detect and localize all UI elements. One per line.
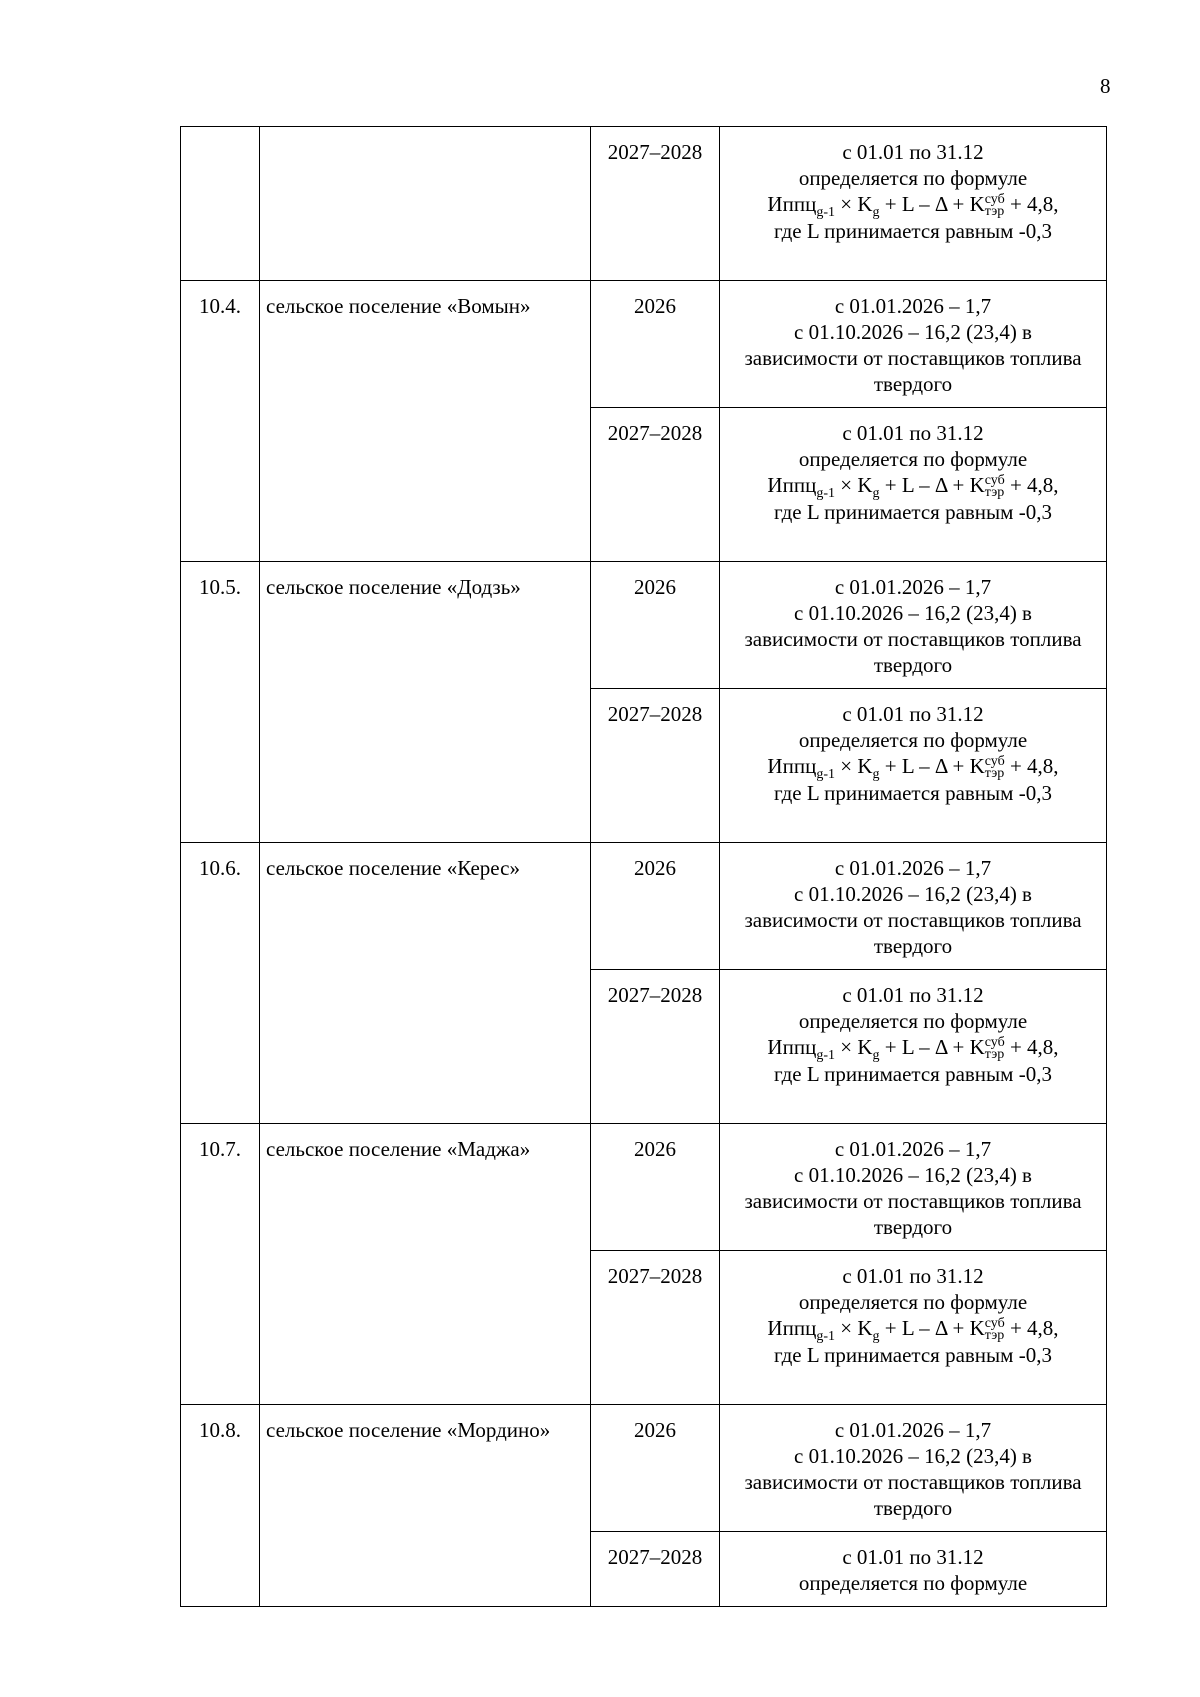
value-line: зависимости от поставщиков топлива — [744, 627, 1082, 651]
l-value-text: где L принимается равным -0,3 — [774, 1062, 1052, 1087]
value-line: зависимости от поставщиков топлива — [744, 1470, 1082, 1494]
formula-caption: определяется по формуле — [798, 1290, 1028, 1314]
formula — [726, 1034, 1100, 1064]
value-line: твердого — [873, 372, 953, 396]
row-number: 10.5. — [199, 575, 241, 599]
period-cell — [591, 1405, 720, 1532]
value-line: твердого — [873, 653, 953, 677]
formula-times: × — [840, 473, 853, 497]
settlement-name-cell — [260, 562, 591, 843]
settlement-name-cell — [260, 1124, 591, 1405]
settlement-name-cell — [260, 843, 591, 1124]
settlement-name: сельское поселение «Керес» — [266, 856, 520, 880]
row-number: 10.7. — [199, 1137, 241, 1161]
formula-times: × — [840, 754, 853, 778]
formula-k: K — [857, 192, 873, 216]
formula-base: Иппц — [767, 754, 817, 778]
formula-k: K — [857, 1316, 873, 1340]
value-cell — [720, 562, 1107, 689]
l-value-text: где L принимается равным -0,3 — [774, 219, 1052, 244]
formula — [726, 191, 1100, 221]
value-line: твердого — [873, 1215, 953, 1239]
period: 2027–2028 — [607, 1264, 703, 1288]
value-line: с 01.01.2026 – 1,7 — [834, 1418, 992, 1442]
formula-k2-sub: тэр — [984, 1047, 1005, 1063]
row-number: 10.8. — [199, 1418, 241, 1442]
range-text: с 01.01 по 31.12 — [842, 421, 984, 445]
formula — [726, 753, 1100, 783]
period-cell — [591, 843, 720, 970]
settlement-name: сельское поселение «Вомын» — [266, 294, 531, 318]
row-number-cell — [181, 1405, 260, 1607]
formula-base: Иппц — [767, 1035, 817, 1059]
value-cell — [720, 689, 1107, 843]
formula-k2-sup: суб — [984, 754, 1005, 770]
row-number-cell — [181, 843, 260, 1124]
settlement-name-cell — [260, 127, 591, 281]
settlement-name: сельское поселение «Додзь» — [266, 575, 521, 599]
settlement-name: сельское поселение «Мордино» — [266, 1418, 551, 1442]
range-text: с 01.01 по 31.12 — [842, 1545, 984, 1569]
l-value-text: где L принимается равным -0,3 — [774, 781, 1052, 806]
value-cell — [720, 843, 1107, 970]
formula-tail: + 4,8, — [1009, 1316, 1059, 1340]
period: 2027–2028 — [607, 1545, 703, 1569]
value-line: с 01.01.2026 – 1,7 — [834, 1137, 992, 1161]
value-line: твердого — [873, 934, 953, 958]
period-cell — [591, 281, 720, 408]
formula-caption: определяется по формуле — [798, 728, 1028, 752]
row-number-cell — [181, 281, 260, 562]
tariff-table — [180, 126, 1107, 1607]
formula-k: K — [857, 754, 873, 778]
settlement-name: сельское поселение «Маджа» — [266, 1137, 531, 1161]
period-cell — [591, 408, 720, 562]
value-line: с 01.10.2026 – 16,2 (23,4) в — [794, 882, 1032, 906]
formula-k2-sub: тэр — [984, 485, 1005, 501]
value-cell — [720, 408, 1107, 562]
value-line: с 01.01.2026 – 1,7 — [834, 294, 992, 318]
formula-caption: определяется по формуле — [798, 1571, 1028, 1595]
formula-base-sub: g-1 — [816, 767, 835, 783]
formula-k2-sup: суб — [984, 1035, 1005, 1051]
formula-base-sub: g-1 — [816, 205, 835, 221]
page-number: 8 — [1100, 74, 1111, 98]
row-number: 10.6. — [199, 856, 241, 880]
period-cell — [591, 127, 720, 281]
value-line: с 01.10.2026 – 16,2 (23,4) в — [794, 1444, 1032, 1468]
period-cell — [591, 1124, 720, 1251]
formula-k2-sub: тэр — [984, 204, 1005, 220]
formula-base: Иппц — [767, 1316, 817, 1340]
period: 2026 — [634, 575, 676, 599]
formula-times: × — [840, 1316, 853, 1340]
value-line: с 01.10.2026 – 16,2 (23,4) в — [794, 320, 1032, 344]
formula-k-sub: g — [872, 205, 880, 221]
l-value-text: где L принимается равным -0,3 — [774, 500, 1052, 525]
settlement-name-cell — [260, 281, 591, 562]
value-cell — [720, 1405, 1107, 1532]
period: 2027–2028 — [607, 983, 703, 1007]
period-cell — [591, 1532, 720, 1607]
value-line: с 01.10.2026 – 16,2 (23,4) в — [794, 601, 1032, 625]
range-text: с 01.01 по 31.12 — [842, 983, 984, 1007]
period: 2026 — [634, 1418, 676, 1442]
row-number: 10.4. — [199, 294, 241, 318]
formula-k: K — [857, 1035, 873, 1059]
formula — [726, 1315, 1100, 1345]
formula-k-sub: g — [872, 1048, 880, 1064]
formula-tail: + 4,8, — [1009, 473, 1059, 497]
settlement-name-cell — [260, 1405, 591, 1607]
formula-k-sub: g — [872, 486, 880, 502]
formula-k: K — [857, 473, 873, 497]
value-cell — [720, 1251, 1107, 1405]
value-cell — [720, 1532, 1107, 1607]
period-cell — [591, 689, 720, 843]
formula-base: Иппц — [767, 192, 817, 216]
value-cell — [720, 127, 1107, 281]
period: 2026 — [634, 1137, 676, 1161]
value-line: зависимости от поставщиков топлива — [744, 908, 1082, 932]
table-row — [181, 281, 1107, 408]
formula-k-sub: g — [872, 1329, 880, 1345]
period: 2026 — [634, 294, 676, 318]
period-cell — [591, 562, 720, 689]
formula-mid: + L – Δ + K — [884, 192, 985, 216]
formula-base-sub: g-1 — [816, 1329, 835, 1345]
value-cell — [720, 281, 1107, 408]
l-value-text: где L принимается равным -0,3 — [774, 1343, 1052, 1368]
row-number-cell — [181, 562, 260, 843]
formula-tail: + 4,8, — [1009, 1035, 1059, 1059]
value-cell — [720, 1124, 1107, 1251]
formula-mid: + L – Δ + K — [884, 754, 985, 778]
formula-k2-sub: тэр — [984, 766, 1005, 782]
formula-k2-sup: суб — [984, 1316, 1005, 1332]
formula-base-sub: g-1 — [816, 486, 835, 502]
table-row — [181, 843, 1107, 970]
formula-mid: + L – Δ + K — [884, 1035, 985, 1059]
formula-caption: определяется по формуле — [798, 447, 1028, 471]
period: 2027–2028 — [607, 421, 703, 445]
period: 2027–2028 — [607, 140, 703, 164]
range-text: с 01.01 по 31.12 — [842, 140, 984, 164]
period-cell — [591, 970, 720, 1124]
formula-base-sub: g-1 — [816, 1048, 835, 1064]
value-line: зависимости от поставщиков топлива — [744, 346, 1082, 370]
formula-k-sub: g — [872, 767, 880, 783]
period-cell — [591, 1251, 720, 1405]
value-line: зависимости от поставщиков топлива — [744, 1189, 1082, 1213]
formula-mid: + L – Δ + K — [884, 473, 985, 497]
table-row — [181, 1124, 1107, 1251]
formula-base: Иппц — [767, 473, 817, 497]
formula-caption: определяется по формуле — [798, 166, 1028, 190]
value-line: с 01.01.2026 – 1,7 — [834, 575, 992, 599]
range-text: с 01.01 по 31.12 — [842, 1264, 984, 1288]
row-number-cell — [181, 127, 260, 281]
range-text: с 01.01 по 31.12 — [842, 702, 984, 726]
formula-caption: определяется по формуле — [798, 1009, 1028, 1033]
formula-k2-sup: суб — [984, 192, 1005, 208]
row-number-cell — [181, 1124, 260, 1405]
value-line: с 01.10.2026 – 16,2 (23,4) в — [794, 1163, 1032, 1187]
table-row-continuation — [181, 127, 1107, 281]
period: 2027–2028 — [607, 702, 703, 726]
period: 2026 — [634, 856, 676, 880]
formula-mid: + L – Δ + K — [884, 1316, 985, 1340]
formula-k2-sub: тэр — [984, 1328, 1005, 1344]
value-cell — [720, 970, 1107, 1124]
formula-k2-sup: суб — [984, 473, 1005, 489]
table-row — [181, 1405, 1107, 1532]
table-row — [181, 562, 1107, 689]
formula — [726, 472, 1100, 502]
value-line: твердого — [873, 1496, 953, 1520]
formula-times: × — [840, 192, 853, 216]
formula-tail: + 4,8, — [1009, 754, 1059, 778]
formula-times: × — [840, 1035, 853, 1059]
formula-tail: + 4,8, — [1009, 192, 1059, 216]
value-line: с 01.01.2026 – 1,7 — [834, 856, 992, 880]
